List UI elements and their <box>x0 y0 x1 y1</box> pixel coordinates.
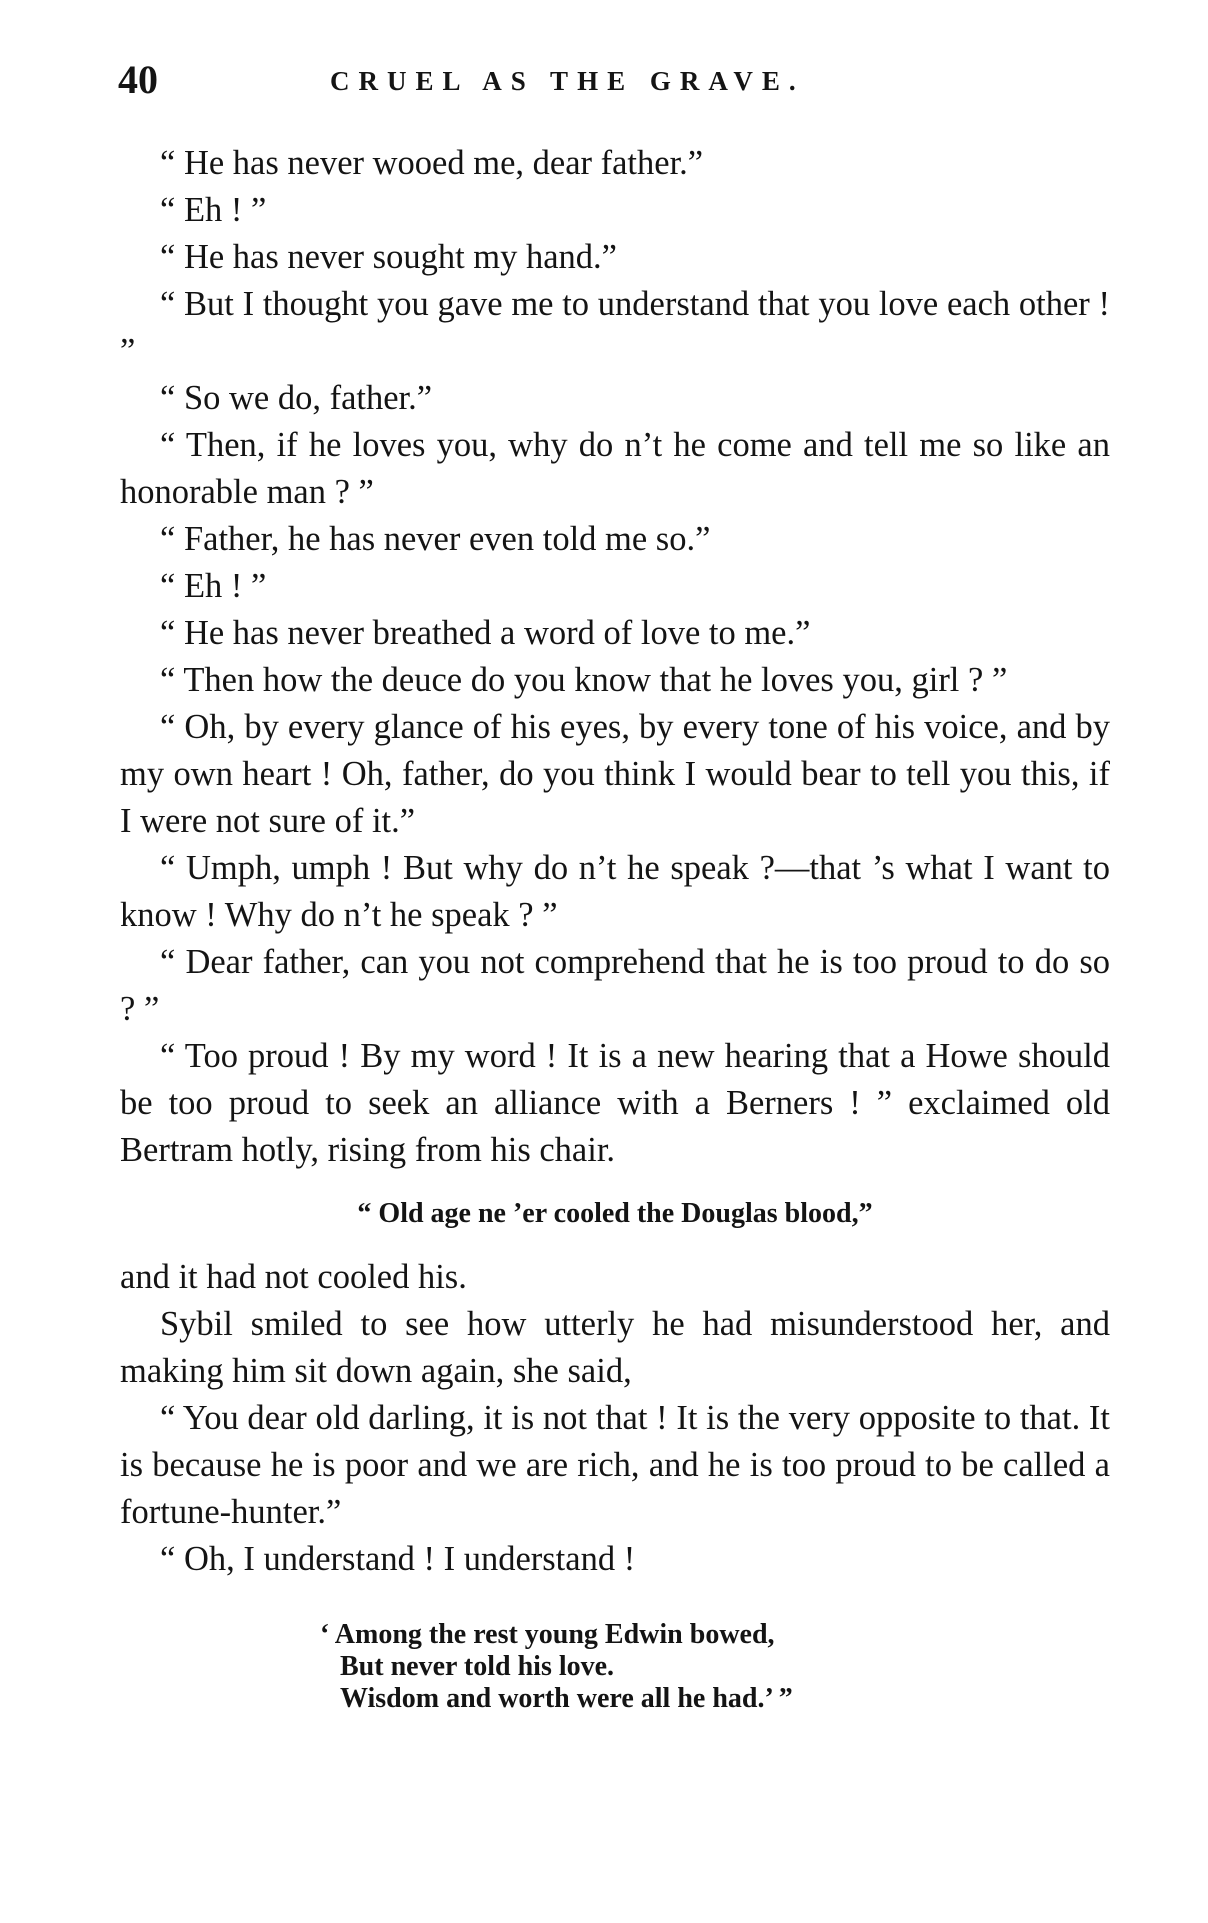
paragraph: and it had not cooled his. <box>120 1258 467 1296</box>
paragraph: “ He has never breathed a word of love to me.” <box>160 614 811 652</box>
paragraph: “ He has never wooed me, dear father.” <box>160 144 704 182</box>
paragraph: “ Umph, umph ! But why do n’t he speak ?—that ’s what I want to know ! Why do n’t he speak ? ” <box>120 849 1110 934</box>
paragraph: “ Oh, I understand ! I understand ! <box>160 1540 636 1578</box>
body-text <box>120 140 1110 1715</box>
paragraph: “ But I thought you gave me to understand that you love each other ! ” <box>120 285 1110 370</box>
paragraph: “ You dear old darling, it is not that ! It is the very opposite to that. It is because he is poor and we are rich, and he is too proud to be called a fortune-hunter.” <box>120 1399 1110 1531</box>
paragraph: “ Then, if he loves you, why do n’t he come and tell me so like an honorable man ? ” <box>120 426 1110 511</box>
running-head: CRUEL AS THE GRAVE. <box>330 66 805 96</box>
paragraph: “ Dear father, can you not comprehend that he is too proud to do so ? ” <box>120 943 1110 1028</box>
verse-line: ‘ Among the rest young Edwin bowed, <box>320 1619 775 1650</box>
paragraph: “ Eh ! ” <box>160 567 267 605</box>
page-header <box>118 56 1118 116</box>
verse-line: But never told his love. <box>340 1651 615 1682</box>
paragraph: “ Too proud ! By my word ! It is a new hearing that a Howe should be too proud to seek an alliance with a Berners ! ” exclaimed old Bertram hotly, rising from his chair. <box>120 1037 1110 1169</box>
paragraph: “ Eh ! ” <box>160 191 267 229</box>
paragraph: “ Then how the deuce do you know that he loves you, girl ? ” <box>160 661 1008 699</box>
inline-quotation: “ Old age ne ’er cooled the Douglas blood,” <box>357 1198 873 1229</box>
verse-quotation <box>320 1619 1110 1715</box>
page-number: 40 <box>118 57 158 102</box>
paragraph: “ Father, he has never even told me so.” <box>160 520 711 558</box>
paragraph: “ Oh, by every glance of his eyes, by every tone of his voice, and by my own heart ! Oh, father, do you think I would bear to tell you this, if I were not sure of it.” <box>120 708 1110 840</box>
paragraph: “ So we do, father.” <box>160 379 433 417</box>
verse-line: Wisdom and worth were all he had.’ ” <box>340 1683 793 1714</box>
paragraph: Sybil smiled to see how utterly he had misunderstood her, and making him sit down again, she said, <box>120 1305 1110 1390</box>
paragraph: “ He has never sought my hand.” <box>160 238 617 276</box>
